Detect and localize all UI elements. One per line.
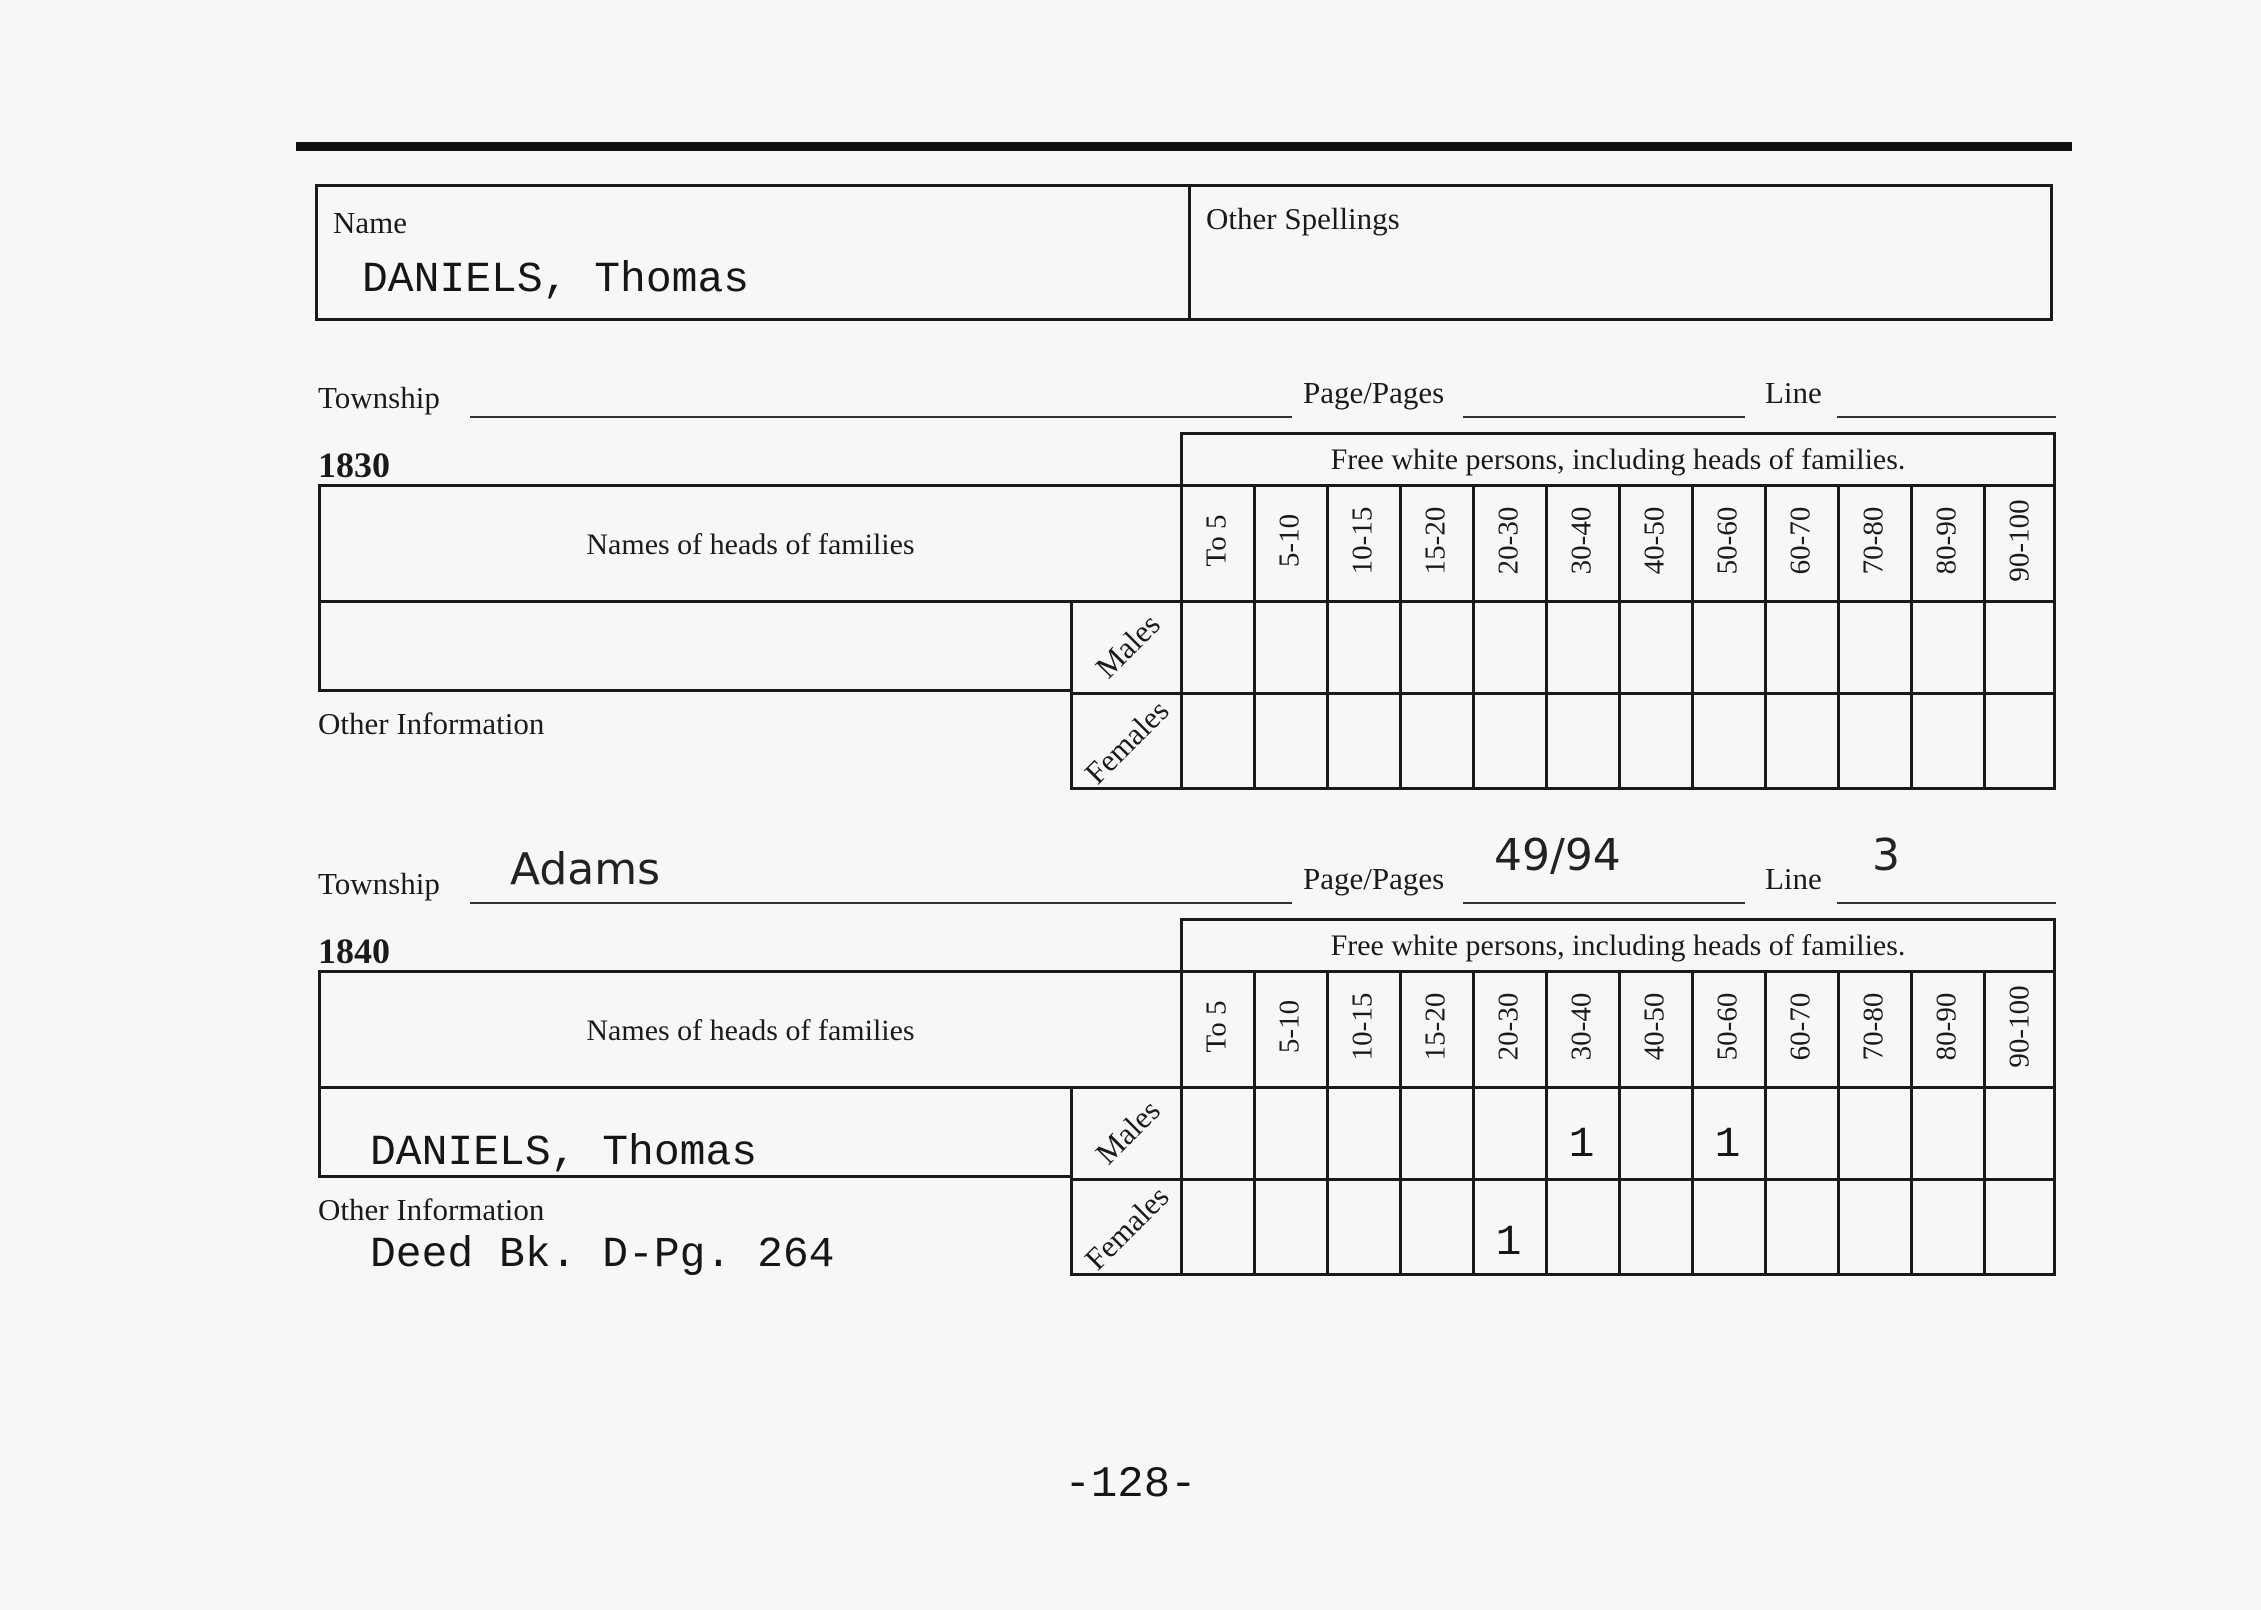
census-1830-males-label: Males [1088,606,1167,685]
census-1830-female-count-cell[interactable] [1618,692,1694,790]
census-1840-line-line [1837,902,2056,904]
census-1840-female-count-cell[interactable] [1253,1178,1329,1276]
census-1840-township-line [470,902,1292,904]
census-1840-other-info-value[interactable]: Deed Bk. D-Pg. 264 [370,1230,835,1279]
census-1830-female-count-cell[interactable] [1326,692,1402,790]
name-value: DANIELS, Thomas [362,255,750,304]
census-1830-age-label: 5-10 [1273,513,1305,568]
census-1840-male-count: 1 [1568,1120,1595,1169]
census-1840-male-count: 1 [1714,1120,1741,1169]
census-1830-female-count-cell[interactable] [1472,692,1548,790]
census-1830-page-pages-label: Page/Pages [1303,375,1445,410]
census-1830-section [0,375,2261,800]
census-1840-male-count-cell[interactable] [1837,1086,1913,1178]
name-box-divider [1188,187,1191,318]
census-1840-female-count-cell[interactable] [1399,1178,1475,1276]
census-1830-male-count-cell[interactable] [1253,600,1329,692]
census-1840-female-count-cell[interactable] [1837,1178,1913,1276]
census-1840-other-info-label: Other Information [318,1192,545,1227]
census-1830-age-label: 40-50 [1638,506,1670,575]
census-1840-age-label: 40-50 [1638,992,1670,1061]
census-1840-age-label: 60-70 [1784,992,1816,1061]
census-1830-male-count-cell[interactable] [1910,600,1986,692]
census-1840-age-label: 90-100 [2003,985,2035,1068]
census-1840-head-of-family[interactable]: DANIELS, Thomas [370,1128,758,1177]
census-1830-male-count-cell[interactable] [1326,600,1402,692]
census-1840-male-count-cell[interactable] [1180,1086,1256,1178]
census-1830-head-entry-box [318,600,1070,692]
census-1830-female-count-cell[interactable] [1399,692,1475,790]
census-1830-male-count-cell[interactable] [1399,600,1475,692]
census-1840-male-count-cell[interactable] [1910,1086,1986,1178]
census-1840-free-white-header: Free white persons, including heads of families. [1180,918,2056,973]
census-1840-female-count-cell[interactable] [1691,1178,1767,1276]
census-1840-females-label: Females [1077,1178,1176,1277]
census-1830-female-count-cell[interactable] [1764,692,1840,790]
census-1840-female-count-cell[interactable] [1618,1178,1694,1276]
census-1830-free-white-header: Free white persons, including heads of families. [1180,432,2056,487]
census-1830-township-label: Township [318,380,440,415]
census-1840-age-label: 50-60 [1711,992,1743,1061]
census-1840-male-count-cell[interactable] [1983,1086,2056,1178]
census-1840-female-count-cell[interactable] [1326,1178,1402,1276]
census-1830-male-count-cell[interactable] [1618,600,1694,692]
census-1830-other-info-label: Other Information [318,706,545,741]
census-1840-year: 1840 [318,931,390,971]
census-1830-age-label: 20-30 [1492,506,1524,575]
census-1830-age-label: 70-80 [1857,506,1889,575]
census-1830-page-pages-line [1463,416,1745,418]
census-1840-names-header: Names of heads of families [318,970,1180,1086]
census-1840-male-count-cell[interactable] [1764,1086,1840,1178]
census-1840-page-pages-value[interactable]: 49/94 [1494,830,1621,881]
census-1840-section [0,830,2261,1286]
census-1830-male-count-cell[interactable] [1764,600,1840,692]
census-1830-line-line [1837,416,2056,418]
census-1830-male-count-cell[interactable] [1545,600,1621,692]
census-1840-age-label: 30-40 [1565,992,1597,1061]
census-1840-line-value[interactable]: 3 [1872,830,1900,881]
census-1840-female-count: 1 [1495,1218,1522,1267]
census-1840-township-label: Township [318,866,440,901]
census-1830-year: 1830 [318,445,390,485]
census-1840-township-value[interactable]: Adams [510,844,661,895]
census-1830-township-line [470,416,1292,418]
census-1840-age-label: 80-90 [1930,992,1962,1061]
census-1830-female-count-cell[interactable] [1691,692,1767,790]
census-1840-male-count-cell[interactable] [1399,1086,1475,1178]
census-1840-female-count-cell[interactable] [1983,1178,2056,1276]
other-spellings-label: Other Spellings [1206,201,1400,236]
census-1830-age-label: 80-90 [1930,506,1962,575]
census-1840-male-count-cell[interactable] [1472,1086,1548,1178]
census-1830-age-label: 60-70 [1784,506,1816,575]
census-1830-female-count-cell[interactable] [1180,692,1256,790]
census-1840-female-count-cell[interactable] [1180,1178,1256,1276]
census-1840-age-label: 5-10 [1273,999,1305,1054]
census-1830-male-count-cell[interactable] [1837,600,1913,692]
census-1840-line-label: Line [1765,861,1822,896]
census-1830-male-count-cell[interactable] [1983,600,2056,692]
census-1830-female-count-cell[interactable] [1253,692,1329,790]
census-1840-female-count-cell[interactable] [1545,1178,1621,1276]
census-1830-names-header: Names of heads of families [318,484,1180,600]
census-1840-page-pages-label: Page/Pages [1303,861,1445,896]
census-1840-male-count-cell[interactable] [1253,1086,1329,1178]
census-1840-age-label: To 5 [1200,1000,1232,1053]
census-1830-male-count-cell[interactable] [1180,600,1256,692]
census-1830-age-label: 30-40 [1565,506,1597,575]
census-1840-male-count-cell[interactable] [1618,1086,1694,1178]
census-1840-age-label: 10-15 [1346,992,1378,1061]
page-number: -128- [1064,1460,1197,1510]
census-1830-age-label: 15-20 [1419,506,1451,575]
census-1830-age-label: 10-15 [1346,506,1378,575]
name-box [315,184,2053,321]
census-1830-male-count-cell[interactable] [1472,600,1548,692]
census-1830-female-count-cell[interactable] [1545,692,1621,790]
census-1830-female-count-cell[interactable] [1910,692,1986,790]
census-1840-male-count-cell[interactable] [1326,1086,1402,1178]
census-1830-age-label: 90-100 [2003,499,2035,582]
census-1840-age-label: 20-30 [1492,992,1524,1061]
census-1830-line-label: Line [1765,375,1822,410]
census-1840-males-label: Males [1088,1092,1167,1171]
census-1830-age-label: 50-60 [1711,506,1743,575]
top-rule [296,142,2072,151]
census-1830-age-label: To 5 [1200,514,1232,567]
census-1840-page-pages-line [1463,902,1745,904]
census-1840-age-label: 70-80 [1857,992,1889,1061]
name-label: Name [333,205,408,240]
census-1840-female-count-cell[interactable] [1910,1178,1986,1276]
census-1830-male-count-cell[interactable] [1691,600,1767,692]
census-1830-females-label: Females [1077,692,1176,791]
census-1830-female-count-cell[interactable] [1837,692,1913,790]
census-1840-female-count-cell[interactable] [1764,1178,1840,1276]
census-1840-age-label: 15-20 [1419,992,1451,1061]
census-1830-female-count-cell[interactable] [1983,692,2056,790]
